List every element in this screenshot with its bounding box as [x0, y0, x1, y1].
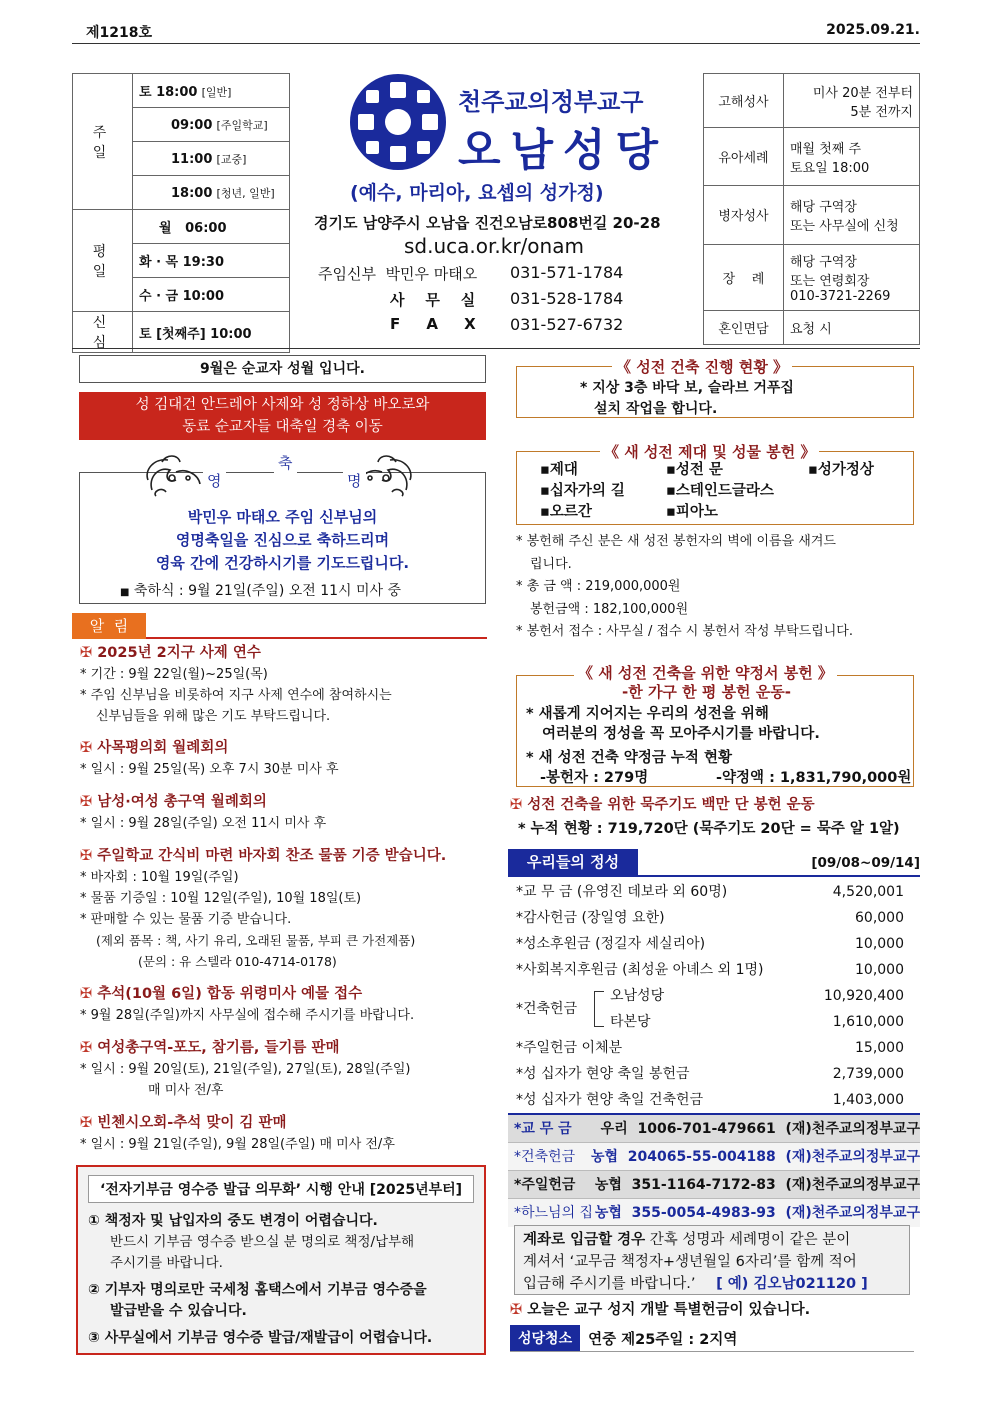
- finance-row: *감사헌금 (장일영 요한) 60,000: [516, 910, 904, 926]
- receipt-title: ‘전자기부금 영수증 발급 의무화’ 시행 안내 [2025년부터]: [88, 1175, 474, 1203]
- notice-detail: * 바자회 : 10월 19일(주일): [80, 870, 239, 885]
- finance-row: *성소후원금 (정길자 세실리아) 10,000: [516, 936, 904, 952]
- receipt-notice-box: [76, 1165, 486, 1355]
- notice-title: ✠ 빈첸시오회-추석 맞이 김 판매: [80, 1115, 287, 1131]
- notice-detail: * 일시 : 9월 20일(토), 21일(주일), 27일(토), 28일(주일): [80, 1062, 411, 1077]
- notice-detail: 매 미사 전/후: [148, 1083, 224, 1098]
- notice-item: [80, 983, 490, 1026]
- pledge-line: * 새 성전 건축 약정금 누적 현황: [526, 750, 732, 766]
- sacrament-label: 혼인면담: [704, 310, 784, 344]
- mass-time: 11:00 [교중]: [133, 142, 290, 176]
- pledge-donors: -봉헌자 : 279명: [540, 770, 649, 786]
- notice-list: [80, 642, 490, 1155]
- celebrate-line: 영육 간에 건강하시기를 기도드립니다.: [155, 554, 410, 572]
- finance-row: *교 무 금 (유영진 데보라 외 60명) 4,520,001: [516, 884, 904, 900]
- offering-note: * 봉헌해 주신 분은 새 성전 봉헌자의 벽에 이름을 새겨드: [516, 534, 836, 549]
- pledge-subtitle: -한 가구 한 평 봉헌 운동-: [622, 683, 791, 701]
- feast-line: 성 김대건 안드레아 사제와 성 정하상 바오로와: [135, 397, 430, 413]
- offering-item: 성전 문: [675, 462, 723, 478]
- notice-title: ✠ 추석(10월 6일) 합동 위령미사 예물 접수: [80, 986, 363, 1002]
- weekday-label: 평 일: [73, 210, 133, 312]
- account-number: 농협 355-0054-4983-93 (재)천주교의정부교구: [594, 1205, 920, 1221]
- sacrament-info: 해당 구역장 또는 연령회장 010-3721-2269: [784, 244, 920, 310]
- mass-time: 수 · 금 10:00: [133, 278, 290, 312]
- celebrate-event: ■ 축하식 : 9월 21일(주일) 오전 11시 미사 중: [120, 583, 402, 599]
- cleaning-info: 연중 제25주일 : 2지역: [588, 1331, 738, 1348]
- notice-detail: 신부님들을 위해 많은 기도 부탁드립니다.: [96, 709, 331, 724]
- sacrament-info: 요청 시: [784, 310, 920, 344]
- pledge-amount: -약정액 : 1,831,790,000원: [716, 770, 912, 786]
- account-row: [508, 1143, 920, 1171]
- pledge-line: 여러분의 정성을 꼭 모아주시기를 바랍니다.: [542, 726, 820, 742]
- account-number: 농협 351-1164-7172-83 (재)천주교의정부교구: [594, 1177, 920, 1193]
- bracket-icon: [594, 991, 604, 1027]
- notice-detail: * 9월 28일(주일)까지 사무실에 접수해 주시기를 바랍니다.: [80, 1008, 415, 1023]
- notice-item: [80, 1037, 490, 1101]
- receipt-detail: 주시기를 바랍니다.: [110, 1255, 223, 1271]
- sacrament-info: 미사 20분 전부터 5분 전까지: [784, 74, 920, 128]
- sacrament-label: 병자성사: [704, 186, 784, 244]
- sacrament-label: 고해성사: [704, 74, 784, 128]
- finance-row: *주일헌금 이체분 15,000: [516, 1040, 904, 1056]
- parish-logo: [348, 72, 448, 172]
- mass-schedule-table: [72, 73, 290, 353]
- transfer-line: 계좌로 입금할 경우 간혹 성명과 세례명이 같은 분이: [523, 1232, 851, 1248]
- header-rule: [72, 43, 920, 44]
- receipt-detail: 발급받을 수 있습니다.: [110, 1303, 247, 1319]
- notice-header: [72, 613, 487, 639]
- notice-title: ✠ 여성총구역-포도, 참기름, 들기름 판매: [80, 1040, 340, 1056]
- finance-label: 우리들의 정성: [508, 849, 638, 876]
- notice-item: [80, 1112, 490, 1155]
- finance-period: [09/08~09/14]: [811, 855, 920, 871]
- feast-banner: [79, 392, 486, 440]
- offering-item: 오르간: [549, 504, 592, 520]
- celebrate-title: 축: [274, 452, 297, 473]
- rosary-title: ✠ 성전 건축을 위한 묵주기도 백만 단 봉헌 운동: [510, 797, 815, 813]
- finance-row: 타본당 1,610,000: [610, 1014, 904, 1030]
- mass-time: 18:00 [청년, 일반]: [133, 176, 290, 210]
- notice-detail: * 일시 : 9월 28일(주일) 오전 11시 미사 후: [80, 816, 327, 831]
- month-title-box: 9월은 순교자 성월 입니다.: [79, 355, 486, 383]
- offering-note: * 총 금 액 : 219,000,000원: [516, 579, 681, 594]
- notice-title: ✠ 남성·여성 총구역 월례회의: [80, 794, 267, 810]
- notice-title: ✠ 주일학교 간식비 마련 바자회 찬조 물품 기증 받습니다.: [80, 848, 447, 864]
- celebrate-line: 박민우 마태오 주임 신부님의: [187, 508, 378, 526]
- finance-row: 오남성당 10,920,400: [610, 988, 904, 1004]
- issue-date: 2025.09.21.: [826, 22, 920, 38]
- contact-phone: 031-571-1784: [510, 263, 624, 282]
- account-row: [508, 1199, 920, 1227]
- finance-row: *성 십자가 현양 축일 건축헌금 1,403,000: [516, 1092, 904, 1108]
- notice-detail: * 물품 기증일 : 10월 12일(주일), 10월 18일(토): [80, 891, 362, 906]
- finance-header: [508, 849, 920, 877]
- shinsim-label: 신 심: [73, 312, 133, 353]
- rosary-status: * 누적 현황 : 719,720단 (묵주기도 20단 = 묵주 알 1알): [518, 821, 900, 837]
- finance-row: *성 십자가 현양 축일 봉헌금 2,739,000: [516, 1066, 904, 1082]
- receipt-point: ③ 사무실에서 기부금 영수증 발급/재발급이 어렵습니다.: [88, 1330, 433, 1346]
- special-collection-note: ✠ 오늘은 교구 성지 개발 특별헌금이 있습니다.: [510, 1302, 811, 1318]
- receipt-detail: 반드시 기부금 영수증 받으실 분 명의로 책정/납부해: [110, 1234, 415, 1250]
- contact-label: 주임신부 박민우 마태오: [318, 265, 478, 283]
- pledge-line: * 새롭게 지어지는 우리의 성전을 위해: [526, 706, 769, 722]
- account-type: *주일헌금: [514, 1177, 576, 1193]
- notice-item: [80, 737, 490, 780]
- contact-label: 사 무 실: [390, 291, 476, 309]
- mass-time: 토 [첫째주] 10:00: [133, 312, 290, 353]
- offering-item: 피아노: [675, 504, 718, 520]
- account-row: [508, 1115, 920, 1143]
- account-type: *하느님의 집: [514, 1205, 594, 1221]
- notice-label: 알 림: [72, 613, 146, 639]
- account-number: 우리 1006-701-479661 (재)천주교의정부교구: [600, 1121, 920, 1137]
- notice-detail: * 주임 신부님을 비롯하여 지구 사제 연수에 참여하시는: [80, 688, 392, 703]
- account-row: [508, 1171, 920, 1199]
- offering-note: * 봉헌서 접수 : 사무실 / 접수 시 봉헌서 작성 부탁드립니다.: [516, 624, 853, 639]
- parish-subtitle: (예수, 마리아, 요셉의 성가정): [350, 182, 604, 204]
- pledge-title: 《 새 성전 건축을 위한 약정서 봉헌 》: [574, 662, 837, 683]
- contact-phone: 031-528-1784: [510, 289, 624, 308]
- build-label: *건축헌금: [516, 1001, 578, 1017]
- offering-item: 제대: [549, 462, 578, 478]
- parish-website: sd.uca.or.kr/onam: [404, 234, 584, 258]
- account-type: *교 무 금: [514, 1121, 572, 1137]
- mass-time: 화 · 목 19:30: [133, 244, 290, 278]
- account-list: [508, 1113, 920, 1227]
- sunday-label: 주 일: [73, 74, 133, 210]
- celebrate-line: 영명축일을 진심으로 축하드리며: [175, 531, 390, 549]
- notice-detail: * 기간 : 9월 22일(월)~25일(목): [80, 667, 268, 682]
- offering-note: 봉헌금액 : 182,100,000원: [530, 601, 689, 617]
- notice-title: ✠ 2025년 2지구 사제 연수: [80, 645, 261, 661]
- offering-title: 《 새 성전 제대 및 성물 봉헌 》: [600, 441, 819, 462]
- celebrate-title: 명: [343, 470, 366, 491]
- receipt-point: ② 기부자 명의로만 국세청 홈택스에서 기부금 영수증을: [88, 1282, 427, 1298]
- section-rule: [72, 348, 920, 349]
- transfer-note-box: [514, 1225, 910, 1295]
- transfer-line: 입금해 주시기를 바랍니다.’ [ 예) 김오남021120 ]: [523, 1276, 868, 1292]
- notice-detail: (문의 : 유 스텔라 010-4714-0178): [138, 954, 337, 969]
- notice-item: [80, 642, 490, 727]
- ornament-left-icon: [142, 450, 206, 502]
- account-type: *건축헌금: [514, 1149, 576, 1165]
- receipt-point: ① 책정자 및 납입자의 중도 변경이 어렵습니다.: [88, 1213, 378, 1229]
- transfer-line: 계셔서 ‘교무금 책정자+생년월일 6자리’를 함께 적어: [523, 1254, 857, 1270]
- notice-detail: (제외 품목 : 책, 사기 유리, 오래된 물품, 부피 큰 가전제품): [96, 933, 416, 948]
- mass-time: 월 06:00: [133, 210, 290, 244]
- notice-title: ✠ 사목평의회 월례회의: [80, 740, 229, 756]
- offering-item: 스테인드글라스: [675, 483, 774, 499]
- mass-time: 토 18:00 [일반]: [133, 74, 290, 108]
- issue-number: 제1218호: [86, 25, 153, 41]
- celebrate-title: 영: [203, 470, 226, 491]
- finance-row: *사회복지후원금 (최성윤 아녜스 외 1명) 10,000: [516, 962, 904, 978]
- feast-line: 동료 순교자들 대축일 경축 이동: [182, 419, 383, 435]
- notice-detail: * 판매할 수 있는 물품 기증 받습니다.: [80, 912, 292, 927]
- finance-list: [516, 879, 904, 1113]
- parish-name: 오남성당: [458, 125, 669, 176]
- cleaning-label: 성당청소: [510, 1325, 580, 1351]
- cleaning-row: [510, 1325, 914, 1352]
- sacrament-info: 해당 구역장 또는 사무실에 신청: [784, 186, 920, 244]
- construction-line: 설치 작업을 합니다.: [594, 401, 718, 417]
- offering-notes: [516, 531, 920, 644]
- offering-note: 립니다.: [530, 556, 572, 572]
- celebrate-message: [79, 506, 486, 575]
- notice-detail: * 일시 : 9월 25일(목) 오후 7시 30분 미사 후: [80, 762, 339, 777]
- offering-items: ▪제대 ▪성전 문 ▪성가정상 ▪십자가의 길 ▪스테인드글라스 ▪오르간 ▪피아노: [540, 462, 874, 520]
- offering-item: 성가정상: [817, 462, 874, 478]
- finance-build-group: [516, 983, 904, 1035]
- construction-title: 《 성전 건축 진행 현황 》: [612, 356, 792, 377]
- sacrament-info: 매월 첫째 주 토요일 18:00: [784, 128, 920, 186]
- diocese-name: 천주교의정부교구: [458, 88, 644, 116]
- contact-phone: 031-527-6732: [510, 315, 624, 334]
- mass-time: 09:00 [주일학교]: [133, 108, 290, 142]
- sacrament-label: 유아세례: [704, 128, 784, 186]
- notice-item: [80, 845, 490, 972]
- contact-label: F A X: [390, 315, 476, 333]
- offering-item: 십자가의 길: [549, 483, 625, 499]
- construction-line: * 지상 3층 바닥 보, 슬라브 거푸집: [580, 380, 794, 396]
- sacrament-label: 장 례: [704, 244, 784, 310]
- account-number: 농협 204065-55-004188 (재)천주교의정부교구: [590, 1149, 920, 1165]
- parish-address: 경기도 남양주시 오남읍 진건오남로808번길 20-28: [314, 214, 661, 232]
- notice-item: [80, 791, 490, 834]
- sacrament-table: [703, 73, 920, 345]
- notice-detail: * 일시 : 9월 21일(주일), 9월 28일(주일) 매 미사 전/후: [80, 1137, 395, 1152]
